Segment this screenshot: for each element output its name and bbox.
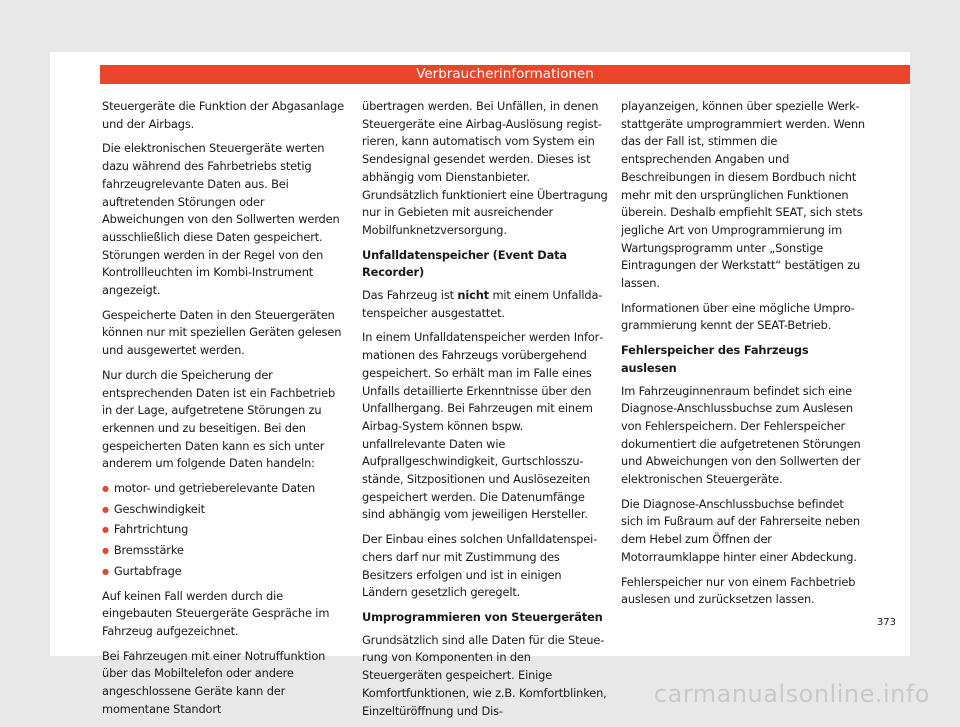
watermark: carmanualsonline.info xyxy=(654,680,930,708)
text-span: mit einem Unfalldatenspeicher ausgestattet. xyxy=(362,288,602,320)
paragraph xyxy=(362,287,608,322)
paragraph: Im Fahrzeuginnenraum befindet sich eine Diagnose-Anschlussbuchse zum Auslesen von Fehlerspeichern. Der Fehlerspeicher dokumentiert die aufgetretenen Störungen und Abweichungen von den Sollwerten der elektronischen Steuergeräte. xyxy=(621,383,867,489)
paragraph: übertragen werden. Bei Unfällen, in denen Steuergeräte eine Airbag-Auslösung registrieren, kann automatisch vom System ein Sendesignal gesendet werden. Dieses ist abhängig vom Dienstanbieter. Grundsätzlich funktioniert eine Übertragung nur in Gebieten mit ausreichender Mobilfunknetzversorgung. xyxy=(362,98,608,240)
paragraph: Auf keinen Fall werden durch die eingebauten Steuergeräte Gespräche im Fahrzeug aufgezeichnet. xyxy=(102,588,348,641)
paragraph: Fehlerspeicher nur von einem Fachbetrieb auslesen und zurücksetzen lassen. xyxy=(621,574,867,609)
emphasis: nicht xyxy=(457,288,489,302)
document-page xyxy=(50,52,910,656)
text-column-1 xyxy=(102,98,348,726)
text-column-2 xyxy=(362,98,608,727)
paragraph: Der Einbau eines solchen Unfalldatenspeichers darf nur mit Zustimmung des Besitzers erfolgen und ist in einigen Ländern gesetzlich geregelt. xyxy=(362,531,608,602)
list-item: ● Bremsstärke xyxy=(102,542,348,561)
section-heading: Unfalldatenspeicher (Event Data Recorder) xyxy=(362,247,608,282)
paragraph: Nur durch die Speicherung der entsprechenden Daten ist ein Fachbetrieb in der Lage, aufgetretene Störungen zu erkennen und zu beseitigen. Bei den gespeicherten Daten kann es sich unter anderem um folgende Daten handeln: xyxy=(102,367,348,473)
list-item: ● Geschwindigkeit xyxy=(102,501,348,520)
list-item: ● Gurtabfrage xyxy=(102,563,348,582)
paragraph: Informationen über eine mögliche Umprogrammierung kennt der SEAT-Betrieb. xyxy=(621,300,867,335)
paragraph: Die elektronischen Steuergeräte werten dazu während des Fahrbetriebs stetig fahrzeugrelevante Daten aus. Bei auftretenden Störungen oder Abweichungen von den Sollwerten werden ausschließlich diese Daten gespeichert. Störungen werden in der Regel von den Kontrollleuchten im Kombi-Instrument angezeigt. xyxy=(102,140,348,299)
paragraph: Grundsätzlich sind alle Daten für die Steuerung von Komponenten in den Steuergeräten gespeichert. Einige Komfortfunktionen, wie z.B. Komfortblinken, Einzeltüröffnung und Dis- xyxy=(362,632,608,721)
list-item: ● Fahrtrichtung xyxy=(102,521,348,540)
text-span: Das Fahrzeug ist xyxy=(362,288,457,302)
bullet-list xyxy=(102,480,348,582)
paragraph: Die Diagnose-Anschlussbuchse befindet sich im Fußraum auf der Fahrerseite neben dem Hebel zum Öffnen der Motorraumklappe hinter einer Abdeckung. xyxy=(621,496,867,567)
list-item: ● motor- und getrieberelevante Daten xyxy=(102,480,348,499)
page-number: 373 xyxy=(877,617,896,628)
section-heading: Fehlerspeicher des Fahrzeugs auslesen xyxy=(621,342,867,377)
text-column-3 xyxy=(621,98,867,616)
section-heading: Umprogrammieren von Steuergeräten xyxy=(362,609,608,627)
paragraph: In einem Unfalldatenspeicher werden Informationen des Fahrzeugs vorübergehend gespeichert. So erhält man im Falle eines Unfalls detaillierte Erkenntnisse über den Unfallhergang. Bei Fahrzeugen mit einem Airbag-System können bspw. unfallrelevante Daten wie Aufprallgeschwindigkeit, Gurtschlosszustände, Sitzpositionen und Auslösezeiten gespeichert werden. Die Datenumfänge sind abhängig vom jeweiligen Hersteller. xyxy=(362,329,608,524)
paragraph: Bei Fahrzeugen mit einer Notruffunktion über das Mobiltelefon oder andere angeschlossene Geräte kann der momentane Standort xyxy=(102,648,348,719)
paragraph: Steuergeräte die Funktion der Abgasanlage und der Airbags. xyxy=(102,98,348,133)
paragraph: Gespeicherte Daten in den Steuergeräten können nur mit speziellen Geräten gelesen und ausgewertet werden. xyxy=(102,307,348,360)
section-header: Verbraucherinformationen xyxy=(100,65,910,84)
paragraph: playanzeigen, können über spezielle Werkstattgeräte umprogrammiert werden. Wenn das der Fall ist, stimmen die entsprechenden Angaben und Beschreibungen in diesem Bordbuch nicht mehr mit den ursprünglichen Funktionen überein. Deshalb empfiehlt SEAT, sich stets jegliche Art von Umprogrammierung im Wartungsprogramm unter „Sonstige Eintragungen der Werkstatt“ bestätigen zu lassen. xyxy=(621,98,867,293)
